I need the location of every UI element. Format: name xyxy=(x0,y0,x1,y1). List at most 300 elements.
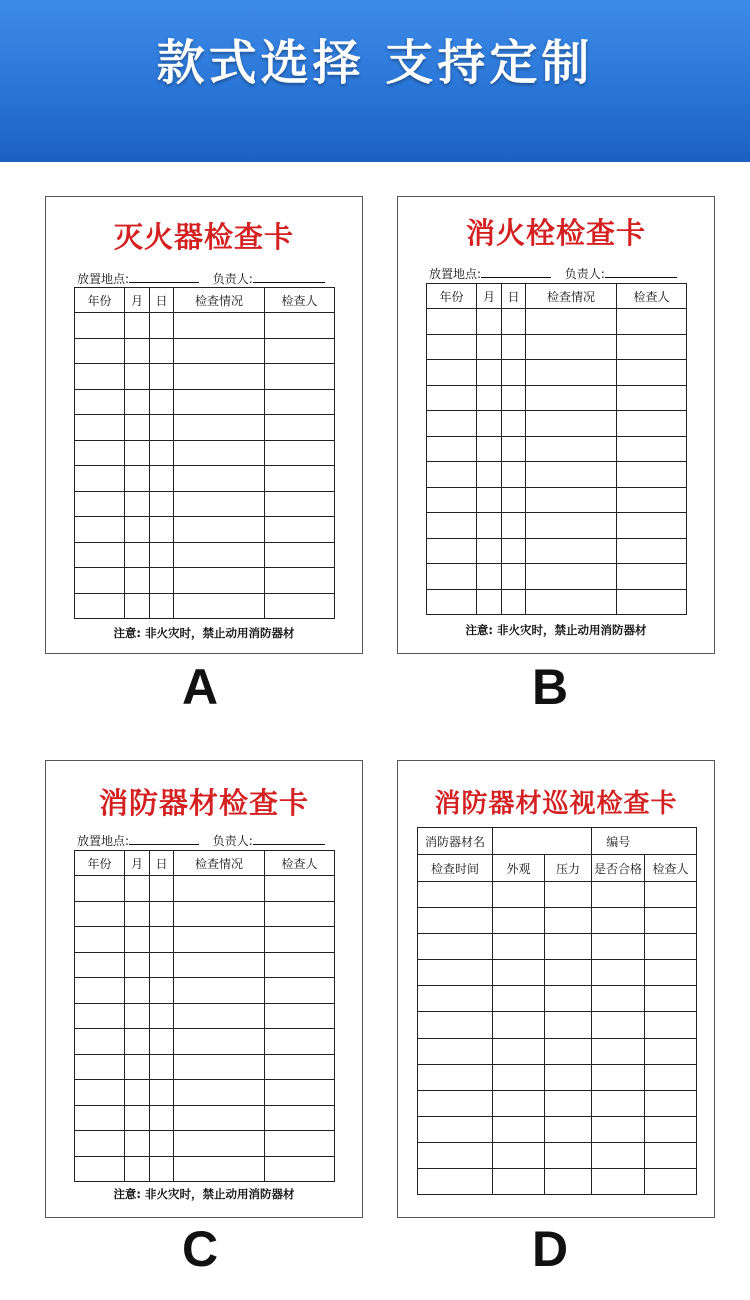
table-row xyxy=(427,513,687,539)
table-cell xyxy=(502,411,526,437)
table-cell xyxy=(545,908,592,934)
table-cell xyxy=(418,1090,493,1116)
table-cell xyxy=(125,901,150,927)
table-cell xyxy=(418,1064,493,1090)
table-cell xyxy=(427,564,477,590)
table-cell xyxy=(75,1080,125,1106)
table-row xyxy=(75,568,335,594)
table-cell xyxy=(418,1169,493,1195)
table-cell xyxy=(502,564,526,590)
table-cell xyxy=(150,1131,174,1157)
table-row xyxy=(418,1142,697,1168)
table-cell xyxy=(125,952,150,978)
table-cell xyxy=(493,934,545,960)
table-cell xyxy=(645,1012,697,1038)
table-cell xyxy=(75,338,125,364)
table-row xyxy=(75,364,335,390)
col-header: 年份 xyxy=(75,851,125,876)
table-cell xyxy=(265,389,335,415)
option-letter-d: D xyxy=(531,1221,569,1277)
table-cell xyxy=(174,313,265,339)
table-cell xyxy=(645,1090,697,1116)
table-cell xyxy=(427,309,477,335)
table-cell xyxy=(526,334,617,360)
table-cell xyxy=(545,1090,592,1116)
table-cell xyxy=(174,1029,265,1055)
table-cell xyxy=(150,389,174,415)
option-letter-b: B xyxy=(531,659,569,715)
table-cell xyxy=(75,313,125,339)
table-cell xyxy=(150,338,174,364)
header-row xyxy=(75,288,335,313)
table-cell xyxy=(645,1064,697,1090)
table-cell xyxy=(125,440,150,466)
table-cell xyxy=(418,908,493,934)
table-cell xyxy=(545,1064,592,1090)
table-cell xyxy=(477,487,502,513)
col-header: 检查时间 xyxy=(418,855,493,882)
table-cell xyxy=(592,1064,645,1090)
col-header: 检查人 xyxy=(265,851,335,876)
card-d[interactable] xyxy=(397,760,715,1218)
table-row xyxy=(418,1038,697,1064)
person-blank xyxy=(605,277,677,278)
table-cell xyxy=(592,1090,645,1116)
table-cell xyxy=(75,901,125,927)
table-cell xyxy=(592,1012,645,1038)
table-cell xyxy=(493,1116,545,1142)
table-row xyxy=(75,389,335,415)
note: 注意: 非火灾时，禁止动用消防器材 xyxy=(465,623,647,637)
table-cell xyxy=(592,882,645,908)
table-cell xyxy=(502,385,526,411)
col-header: 检查情况 xyxy=(174,851,265,876)
card-a[interactable] xyxy=(45,196,363,654)
table-row xyxy=(75,1080,335,1106)
table-cell xyxy=(617,487,687,513)
table-cell xyxy=(150,1080,174,1106)
location-label: 放置地点: xyxy=(429,267,482,281)
table-cell xyxy=(265,927,335,953)
table-cell xyxy=(477,385,502,411)
card-title: 消火栓检查卡 xyxy=(465,216,646,250)
table-cell xyxy=(526,360,617,386)
table-cell xyxy=(526,538,617,564)
table-cell xyxy=(592,1169,645,1195)
col-header: 是否合格 xyxy=(592,855,645,882)
table-cell xyxy=(150,415,174,441)
table-cell xyxy=(477,334,502,360)
card-title: 消防器材巡视检查卡 xyxy=(434,789,678,819)
table-row xyxy=(75,466,335,492)
table-cell xyxy=(75,517,125,543)
table-cell xyxy=(265,1029,335,1055)
table-cell xyxy=(265,1054,335,1080)
table-cell xyxy=(125,338,150,364)
table-cell xyxy=(150,313,174,339)
table-cell xyxy=(645,1116,697,1142)
table-cell xyxy=(150,927,174,953)
table-row xyxy=(75,1105,335,1131)
table-cell xyxy=(125,542,150,568)
table-cell xyxy=(427,538,477,564)
table-cell xyxy=(125,517,150,543)
table-cell xyxy=(617,309,687,335)
table-cell xyxy=(493,986,545,1012)
table-cell xyxy=(418,1038,493,1064)
table-row xyxy=(418,1064,697,1090)
table-cell xyxy=(174,338,265,364)
table-row xyxy=(427,360,687,386)
table-cell xyxy=(502,334,526,360)
table-cell xyxy=(174,517,265,543)
col-header: 检查人 xyxy=(617,284,687,309)
table-cell xyxy=(75,466,125,492)
table-cell xyxy=(617,411,687,437)
table-cell xyxy=(545,882,592,908)
table-cell xyxy=(150,952,174,978)
table-cell xyxy=(526,309,617,335)
table-row xyxy=(418,908,697,934)
table-cell xyxy=(645,960,697,986)
table-cell xyxy=(174,568,265,594)
check-table xyxy=(426,283,687,615)
table-cell xyxy=(592,986,645,1012)
col-header: 检查人 xyxy=(645,855,697,882)
table-cell xyxy=(617,538,687,564)
table-cell xyxy=(477,513,502,539)
table-cell xyxy=(592,1116,645,1142)
table-cell xyxy=(645,882,697,908)
table-row xyxy=(427,589,687,615)
table-cell xyxy=(265,952,335,978)
table-cell xyxy=(645,934,697,960)
table-row xyxy=(418,986,697,1012)
table-cell xyxy=(265,415,335,441)
table-cell xyxy=(427,589,477,615)
table-row xyxy=(427,411,687,437)
table-cell xyxy=(174,364,265,390)
table-cell xyxy=(617,564,687,590)
table-cell xyxy=(418,934,493,960)
table-row xyxy=(75,313,335,339)
table-cell xyxy=(265,978,335,1004)
table-cell xyxy=(75,1003,125,1029)
table-cell xyxy=(265,338,335,364)
table-cell xyxy=(150,440,174,466)
table-cell xyxy=(427,360,477,386)
table-row xyxy=(75,491,335,517)
table-cell xyxy=(125,415,150,441)
table-cell xyxy=(125,568,150,594)
table-cell xyxy=(75,568,125,594)
table-row xyxy=(75,338,335,364)
person-label: 负责人: xyxy=(564,267,605,281)
table-cell xyxy=(150,364,174,390)
table-cell xyxy=(493,882,545,908)
table-row xyxy=(427,436,687,462)
table-cell xyxy=(174,1054,265,1080)
table-cell xyxy=(150,1003,174,1029)
table-cell xyxy=(150,876,174,902)
banner xyxy=(0,0,750,162)
person-blank xyxy=(253,282,325,283)
table-row xyxy=(75,901,335,927)
table-cell xyxy=(493,1012,545,1038)
table-cell xyxy=(545,1012,592,1038)
table-cell xyxy=(150,491,174,517)
col-header: 月 xyxy=(477,284,502,309)
table-cell xyxy=(125,927,150,953)
table-cell xyxy=(265,466,335,492)
location-label: 放置地点: xyxy=(77,834,130,848)
table-cell xyxy=(545,1038,592,1064)
table-cell xyxy=(75,1054,125,1080)
header-row xyxy=(418,855,697,882)
table-cell xyxy=(477,411,502,437)
table-cell xyxy=(125,1105,150,1131)
table-cell xyxy=(75,927,125,953)
table-cell xyxy=(545,934,592,960)
location-blank xyxy=(129,844,199,845)
table-cell xyxy=(418,882,493,908)
table-row xyxy=(75,517,335,543)
col-header: 外观 xyxy=(493,855,545,882)
table-row xyxy=(427,309,687,335)
table-cell xyxy=(75,491,125,517)
table-row xyxy=(427,385,687,411)
check-table xyxy=(74,850,335,1182)
table-cell xyxy=(427,513,477,539)
col-header: 年份 xyxy=(427,284,477,309)
table-cell xyxy=(493,1090,545,1116)
table-cell xyxy=(150,542,174,568)
table-cell xyxy=(418,1116,493,1142)
table-row xyxy=(75,952,335,978)
option-letter-c: C xyxy=(181,1221,219,1277)
equipment-label: 消防器材名 xyxy=(418,828,493,855)
table-cell xyxy=(125,978,150,1004)
table-cell xyxy=(477,589,502,615)
table-cell xyxy=(75,593,125,619)
table-cell xyxy=(545,1142,592,1168)
table-cell xyxy=(174,593,265,619)
table-cell xyxy=(150,1029,174,1055)
col-header: 检查人 xyxy=(265,288,335,313)
table-cell xyxy=(125,313,150,339)
table-cell xyxy=(125,466,150,492)
table-cell xyxy=(526,564,617,590)
table-cell xyxy=(174,1080,265,1106)
table-cell xyxy=(125,1029,150,1055)
location-blank xyxy=(481,277,551,278)
col-header: 压力 xyxy=(545,855,592,882)
table-cell xyxy=(502,309,526,335)
table-cell xyxy=(477,436,502,462)
table-cell xyxy=(265,1105,335,1131)
table-cell xyxy=(150,517,174,543)
table-row xyxy=(427,487,687,513)
table-cell xyxy=(75,440,125,466)
table-cell xyxy=(645,986,697,1012)
table-cell xyxy=(174,952,265,978)
col-header: 月 xyxy=(125,851,150,876)
table-cell xyxy=(526,462,617,488)
info-line xyxy=(77,270,325,287)
table-row xyxy=(75,1054,335,1080)
table-cell xyxy=(477,564,502,590)
option-letter-a: A xyxy=(181,659,219,715)
table-cell xyxy=(174,876,265,902)
note: 注意: 非火灾时，禁止动用消防器材 xyxy=(113,1187,295,1201)
table-row xyxy=(75,415,335,441)
col-header: 日 xyxy=(150,851,174,876)
table-row xyxy=(418,1169,697,1195)
table-row xyxy=(75,876,335,902)
table-row xyxy=(75,1156,335,1182)
table-cell xyxy=(645,1038,697,1064)
note: 注意: 非火灾时，禁止动用消防器材 xyxy=(113,626,295,640)
table-cell xyxy=(174,1131,265,1157)
col-header: 月 xyxy=(125,288,150,313)
table-row xyxy=(418,960,697,986)
table-cell xyxy=(526,589,617,615)
table-cell xyxy=(265,901,335,927)
table-cell xyxy=(265,1156,335,1182)
col-header: 日 xyxy=(150,288,174,313)
table-cell xyxy=(174,466,265,492)
table-cell xyxy=(174,491,265,517)
table-row xyxy=(427,538,687,564)
table-cell xyxy=(493,1142,545,1168)
person-label: 负责人: xyxy=(212,272,253,286)
table-cell xyxy=(174,901,265,927)
table-cell xyxy=(418,986,493,1012)
table-cell xyxy=(502,589,526,615)
table-row xyxy=(418,1012,697,1038)
col-header: 检查情况 xyxy=(174,288,265,313)
table-cell xyxy=(617,360,687,386)
table-cell xyxy=(592,960,645,986)
table-cell xyxy=(150,978,174,1004)
table-row xyxy=(427,334,687,360)
check-table xyxy=(74,287,335,619)
table-row xyxy=(427,564,687,590)
table-cell xyxy=(174,440,265,466)
table-cell xyxy=(592,1142,645,1168)
table-cell xyxy=(125,876,150,902)
table-cell xyxy=(174,415,265,441)
table-cell xyxy=(502,487,526,513)
table-cell xyxy=(150,466,174,492)
table-row xyxy=(75,1003,335,1029)
table-cell xyxy=(75,952,125,978)
table-cell xyxy=(125,1003,150,1029)
table-cell xyxy=(265,440,335,466)
table-row xyxy=(75,542,335,568)
patrol-table xyxy=(417,827,697,1195)
table-cell xyxy=(150,1156,174,1182)
table-cell xyxy=(493,1038,545,1064)
table-cell xyxy=(645,908,697,934)
table-cell xyxy=(125,1156,150,1182)
table-cell xyxy=(502,462,526,488)
table-cell xyxy=(592,1038,645,1064)
col-header: 年份 xyxy=(75,288,125,313)
col-header: 检查情况 xyxy=(526,284,617,309)
table-cell xyxy=(265,876,335,902)
table-row xyxy=(75,593,335,619)
table-cell xyxy=(477,538,502,564)
table-cell xyxy=(265,593,335,619)
table-cell xyxy=(125,1131,150,1157)
table-cell xyxy=(265,1131,335,1157)
table-cell xyxy=(75,978,125,1004)
card-title: 消防器材检查卡 xyxy=(98,786,309,820)
table-cell xyxy=(265,1003,335,1029)
table-cell xyxy=(502,538,526,564)
table-row xyxy=(418,1090,697,1116)
table-cell xyxy=(502,436,526,462)
table-cell xyxy=(427,385,477,411)
table-cell xyxy=(75,364,125,390)
number-label: 编号 xyxy=(592,828,645,855)
person-blank xyxy=(253,844,325,845)
table-cell xyxy=(125,491,150,517)
card-b[interactable] xyxy=(397,196,715,654)
table-cell xyxy=(493,908,545,934)
table-cell xyxy=(617,385,687,411)
table-cell xyxy=(617,513,687,539)
location-label: 放置地点: xyxy=(77,272,130,286)
table-cell xyxy=(265,517,335,543)
number-blank xyxy=(645,828,697,855)
header-row xyxy=(75,851,335,876)
table-cell xyxy=(125,1054,150,1080)
table-cell xyxy=(174,1156,265,1182)
table-cell xyxy=(150,568,174,594)
table-cell xyxy=(477,309,502,335)
table-cell xyxy=(125,389,150,415)
table-cell xyxy=(502,513,526,539)
table-cell xyxy=(174,389,265,415)
table-cell xyxy=(493,1169,545,1195)
table-cell xyxy=(125,593,150,619)
table-cell xyxy=(418,960,493,986)
card-c[interactable] xyxy=(45,760,363,1218)
table-cell xyxy=(174,542,265,568)
location-blank xyxy=(129,282,199,283)
table-cell xyxy=(477,360,502,386)
table-row xyxy=(418,934,697,960)
table-cell xyxy=(617,462,687,488)
table-cell xyxy=(150,1054,174,1080)
table-cell xyxy=(493,1064,545,1090)
table-cell xyxy=(75,1131,125,1157)
table-cell xyxy=(645,1169,697,1195)
table-cell xyxy=(427,411,477,437)
table-cell xyxy=(265,491,335,517)
table-row xyxy=(427,462,687,488)
table-row xyxy=(75,927,335,953)
table-cell xyxy=(427,487,477,513)
table-row xyxy=(75,978,335,1004)
table-cell xyxy=(526,411,617,437)
header-row xyxy=(427,284,687,309)
table-cell xyxy=(645,1142,697,1168)
table-cell xyxy=(75,542,125,568)
table-cell xyxy=(265,364,335,390)
